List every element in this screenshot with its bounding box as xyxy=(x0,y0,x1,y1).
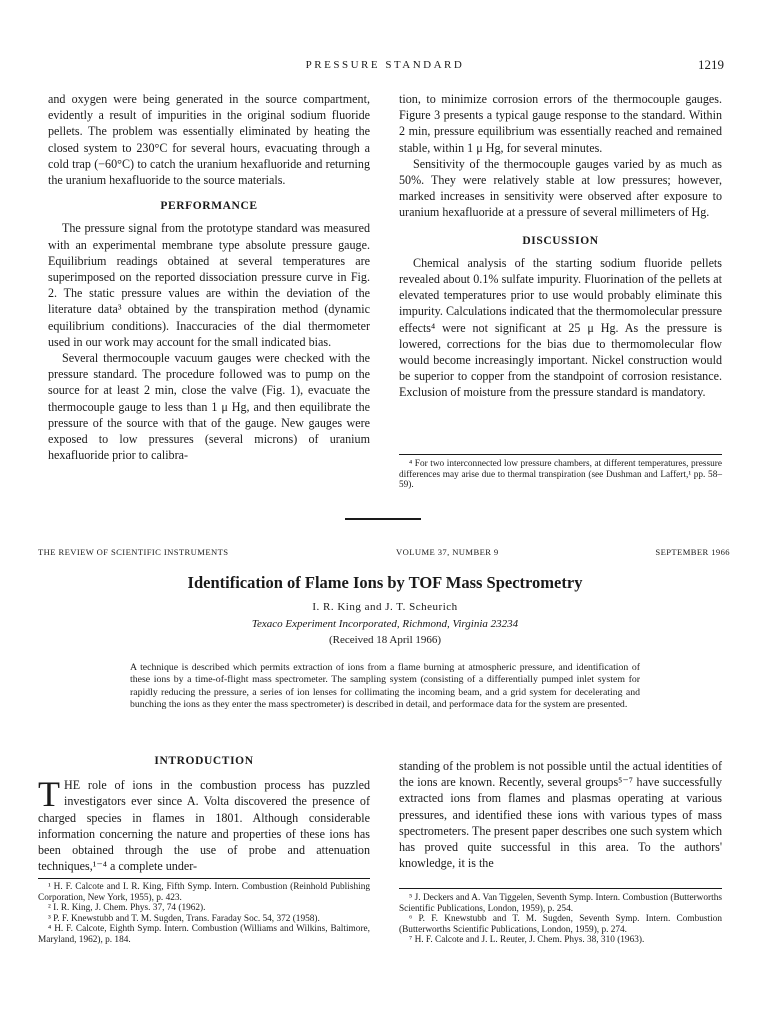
footnote-1: ¹ H. F. Calcote and I. R. King, Fifth Symp. Intern. Combustion (Reinhold Publishing Corporation, New York, 1955), p. 423. xyxy=(38,882,370,903)
footnote-3: ³ P. F. Knewstubb and T. M. Sugden, Trans. Faraday Soc. 54, 372 (1958). xyxy=(48,913,320,924)
footnote-6: ⁶ P. F. Knewstubb and T. M. Sugden, Seventh Symp. Intern. Combustion (Butterworths Scientific Publications, London, 1959), p. 274. xyxy=(399,914,722,935)
footnote xyxy=(399,459,722,491)
volume-number: VOLUME 37, NUMBER 9 xyxy=(396,547,499,557)
abstract: A technique is described which permits extraction of ions from a flame burning at atmospheric pressure, and identification of these ions by a time-of-flight mass spectrometer. The sampling system (consisting of a differentially pumped inlet system for rapidly reducing the pressure, a series of ion lenses for collimating the incoming beam, and a grid system for decelerating and bunching the ions as they enter the mass spectrometer) is described in detail, and performace data for the system are presented. xyxy=(130,662,640,710)
footnotes-right xyxy=(399,893,722,946)
article-authors: I. R. King and J. T. Scheurich xyxy=(312,601,458,613)
page-number: 1219 xyxy=(698,57,724,72)
footnotes-left xyxy=(38,882,370,946)
article-affiliation: Texaco Experiment Incorporated, Richmond, Virginia 23234 xyxy=(251,618,519,630)
intro-text-left: HE role of ions in the combustion process has puzzled investigators ever since A. Volta discovered the presence of charged species in flames in 1801. Although considerable information concerning the nature and properties of these ions has been obtained through the use of probe and attenuation techniques,¹⁻⁴ a complete under- xyxy=(38,778,370,874)
paragraph: Several thermocouple vacuum gauges were checked with the pressure standard. The procedure followed was to pump on the source for at least 2 min, close the valve (Fig. 1), evacuate the thermocouple gauge to less than 1 μ Hg, and then equilibrate the pressure of the source with that of the gauge. New gauges were exposed to low pressures (several microns) of uranium hexafluoride prior to calibra- xyxy=(48,351,370,463)
footnote-4: ⁴ H. F. Calcote, Eighth Symp. Intern. Combustion (Williams and Wilkins, Baltimore, Maryland, 1962), p. 184. xyxy=(38,924,370,945)
intro-right-column xyxy=(399,758,722,871)
received-date: (Received 18 April 1966) xyxy=(328,634,442,646)
top-right-column xyxy=(399,91,722,401)
section-heading-introduction: INTRODUCTION xyxy=(154,755,254,767)
footnote-rule xyxy=(399,454,722,455)
journal-name: THE REVIEW OF SCIENTIFIC INSTRUMENTS xyxy=(38,547,229,557)
paragraph: The pressure signal from the prototype standard was measured with an experimental membrane type absolute pressure gauge. Equilibrium readings obtained at several temperatures are superimposed on the reported dissociation pressure curve in Fig. 2. The static pressure values are within the deviation of the literature data³ obtained by the transpiration method (dynamic equilibrium conditions). Inaccuracies of the dial thermometer used in our work may account for the small indicated bias. xyxy=(48,221,370,349)
footnote-rule xyxy=(399,888,722,889)
footnote-5: ⁵ J. Deckers and A. Van Tiggelen, Seventh Symp. Intern. Combustion (Butterworths Scientific Publications, London, 1959), p. 254. xyxy=(399,893,722,914)
intro-text-right: standing of the problem is not possible until the actual identities of the ions are known. Recently, several groups⁵⁻⁷ have successfully extracted ions from flames and plasmas operating at various pressures, and identified these ions with various types of mass spectrometers. The present paper describes one such system which has proved quite successful in this area. To the authors' knowledge, it is the xyxy=(399,759,722,871)
footnote-text: ⁴ For two interconnected low pressure chambers, at different temperatures, pressure differences may arise due to thermal transpiration (see Dushman and Laffert,¹ pp. 58–59). xyxy=(399,459,722,491)
footnote-2: ² I. R. King, J. Chem. Phys. 37, 74 (1962). xyxy=(48,903,206,914)
section-heading-discussion: DISCUSSION xyxy=(522,234,599,247)
paragraph: Sensitivity of the thermocouple gauges varied by as much as 50%. They were relatively stable at low pressures; however, marked increases in sensitivity were observed after exposure to uranium hexafluoride at a pressure of several millimeters of Hg. xyxy=(399,156,722,220)
drop-cap: T xyxy=(38,774,60,815)
footnote-rule xyxy=(38,878,370,879)
article-title: Identification of Flame Ions by TOF Mass Spectrometry xyxy=(187,573,583,592)
top-left-column xyxy=(48,91,370,463)
paragraph: tion, to minimize corrosion errors of the thermocouple gauges. Figure 3 presents a typical gauge response to the standard. Within 2 min, pressure equilibrium was essentially reached and remained stable, within 1 μ Hg, for several minutes. xyxy=(399,92,722,155)
intro-left-column xyxy=(38,753,370,874)
running-title: PRESSURE STANDARD xyxy=(305,59,465,71)
article-divider xyxy=(345,518,421,520)
section-heading-performance: PERFORMANCE xyxy=(160,200,258,213)
issue-date: SEPTEMBER 1966 xyxy=(655,547,730,557)
footnote-7: ⁷ H. F. Calcote and J. L. Reuter, J. Chem. Phys. 38, 310 (1963). xyxy=(409,935,645,946)
paragraph: Chemical analysis of the starting sodium fluoride pellets revealed about 0.1% sulfate impurity. Fluorination of the pellets at elevated temperatures prior to use would probably eliminate this impurity. Calculations indicated that the thermomolecular pressure effects⁴ were not significant at 25 μ Hg. As the pressure is lowered, corrections for the bias due to thermomolecular flow would become increasingly important. Nickel construction would be superior to copper from the standpoint of corrosion resistance. Exclusion of moisture from the pressure standard is mandatory. xyxy=(399,255,722,400)
paragraph: and oxygen were being generated in the source compartment, evidently a result of impurities in the original sodium fluoride pellets. The problem was essentially eliminated by heating the closed system to 230°C for several hours, evacuating through a cold trap (−60°C) to catch the uranium hexafluoride and returning the uranium hexafluoride to the source materials. xyxy=(48,92,370,188)
